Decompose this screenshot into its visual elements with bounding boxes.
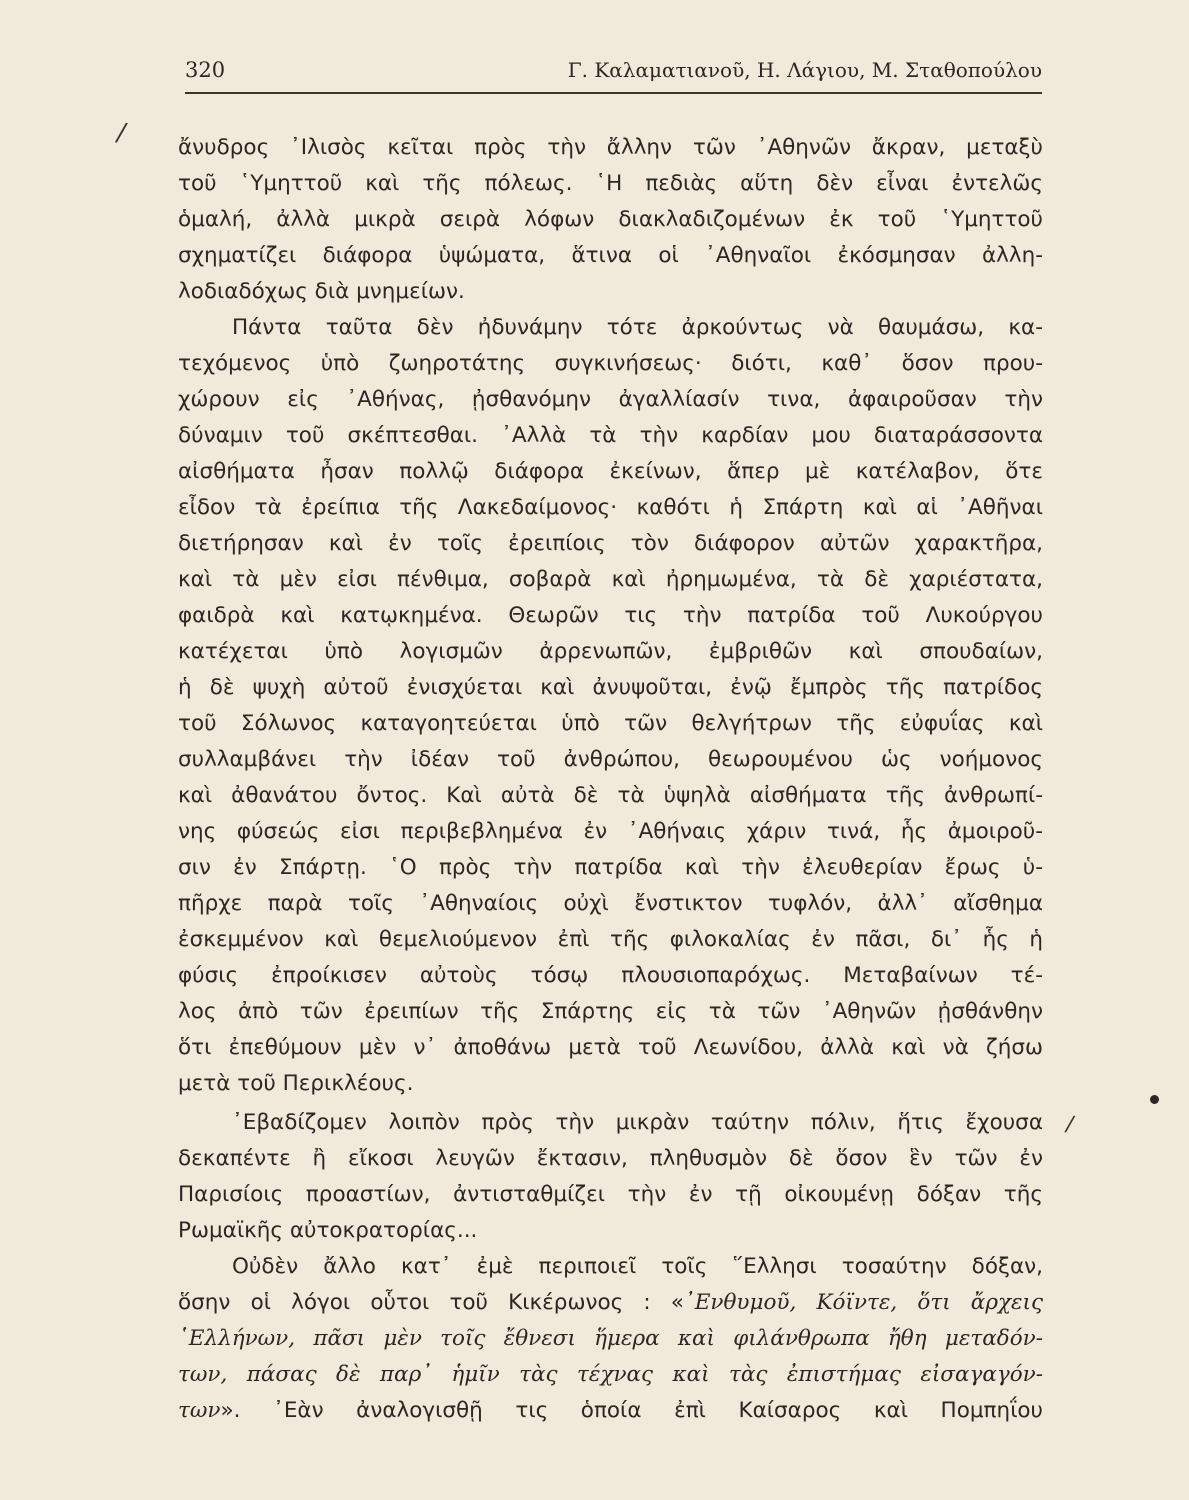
page-header [185,58,1042,94]
text-line: πῆρχε παρὰ τοῖς ᾿Αθηναίοις οὐχὶ ἔνστικτον τυφλόν, ἀλλ᾿ αἴσθημα [178,891,1043,916]
text-line: διετήρησαν καὶ ἐν τοῖς ἐρειπίοις τὸν διάφορον αὐτῶν χαρακτῆρα, [178,531,1043,556]
margin-mark-left: / [113,117,129,149]
running-head: Γ. Καλαματιανοῦ, Η. Λάγιου, Μ. Σταθοπούλου [567,58,1042,82]
text-line: λοδιαδόχως διὰ μνημείων. [178,279,465,304]
text-line: χώρουν εἰς ᾿Αθήνας, ᾐσθανόμην ἀγαλλίασίν τινα, ἀφαιροῦσαν τὴν [178,387,1043,412]
text-line: σιν ἐν Σπάρτῃ. ῾Ο πρὸς τὴν πατρίδα καὶ τὴν ἐλευθερίαν ἔρως ὑ- [178,855,1043,880]
text-line: κατέχεται ὑπὸ λογισμῶν ἀρρενωπῶν, ἐμβριθῶν καὶ σπουδαίων, [178,639,1043,664]
text-line: Ρωμαϊκῆς αὐτοκρατορίας... [178,1218,478,1243]
text-line: ᾿Εβαδίζομεν λοιπὸν πρὸς τὴν μικρὰν ταύτην πόλιν, ἥτις ἔχουσα [232,1110,1043,1135]
quote-line: των, πάσας δὲ παρ᾿ ἡμῖν τὰς τέχνας καὶ τὰς ἐπιστήμας εἰσαγαγόν- [178,1362,1043,1387]
text-line: ὅτι ἐπεθύμουν μὲν ν᾿ ἀποθάνω μετὰ τοῦ Λεωνίδου, ἀλλὰ καὶ νὰ ζήσω [178,1035,1043,1060]
text-line: συλλαμβάνει τὴν ἰδέαν τοῦ ἀνθρώπου, θεωρουμένου ὡς νοήμονος [178,747,1043,772]
text-line: αἰσθήματα ἦσαν πολλῷ διάφορα ἐκείνων, ἅπερ μὲ κατέλαβον, ὅτε [178,459,1043,484]
text-line: νης φύσεώς εἰσι περιβεβλημένα ἐν ᾿Αθήναις χάριν τινά, ἧς ἀμοιροῦ- [178,819,1043,844]
quote-line [178,1393,1043,1429]
text-line: ἐσκεμμένον καὶ θεμελιούμενον ἐπὶ τῆς φιλοκαλίας ἐν πᾶσι, δι᾿ ἧς ἡ [178,927,1043,952]
quote-line [178,1285,1043,1321]
text-line: καὶ ἀθανάτου ὄντος. Καὶ αὐτὰ δὲ τὰ ὑψηλὰ αἰσθήματα τῆς ἀνθρωπί- [178,783,1043,808]
text-line: ἄνυδρος ᾿Ιλισὸς κεῖται πρὸς τὴν ἄλλην τῶν ᾿Αθηνῶν ἄκραν, μεταξὺ [178,135,1043,160]
text-line: μετὰ τοῦ Περικλέους. [178,1071,414,1096]
quote-italic: ᾿Ενθυμοῦ, Κόϊντε, ὅτι ἄρχεις [683,1290,1043,1315]
text-line: τοῦ Σόλωνος καταγοητεύεται ὑπὸ τῶν θελγήτρων τῆς εὐφυΐας καὶ [178,711,1043,736]
margin-dot [1150,1095,1159,1104]
body-text [178,130,1043,1429]
text-line: Παρισίοις προαστίων, ἀντισταθμίζει τὴν ἐν τῇ οἰκουμένῃ δόξαν τῆς [178,1182,1043,1207]
margin-mark-right: / [1063,1111,1076,1138]
text-line: φαιδρὰ καὶ κατῳκημένα. Θεωρῶν τις τὴν πατρίδα τοῦ Λυκούργου [178,603,1043,628]
quote-intro: ὅσην οἱ λόγοι οὗτοι τοῦ Κικέρωνος : « [178,1290,684,1315]
text-line: δεκαπέντε ἢ εἴκοσι λευγῶν ἔκτασιν, πληθυσμὸν δὲ ὅσον ἓν τῶν ἐν [178,1146,1043,1171]
text-line: Οὐδὲν ἄλλο κατ᾿ ἐμὲ περιποιεῖ τοῖς ῞Ελλησι τοσαύτην δόξαν, [232,1254,1043,1279]
text-line: φύσις ἐπροίκισεν αὐτοὺς τόσῳ πλουσιοπαρόχως. Μεταβαίνων τέ- [178,963,1043,988]
quote-outro: ». ᾿Εὰν ἀναλογισθῇ τις ὁποία ἐπὶ Καίσαρος καὶ Πομπηΐου [220,1398,1043,1423]
quote-line: ῾Ελλήνων, πᾶσι μὲν τοῖς ἔθνεσι ἥμερα καὶ φιλάνθρωπα ἤθη μεταδόν- [178,1326,1043,1351]
text-line: λος ἀπὸ τῶν ἐρειπίων τῆς Σπάρτης εἰς τὰ τῶν ᾿Αθηνῶν ᾐσθάνθην [178,999,1043,1024]
text-line: ἡ δὲ ψυχὴ αὐτοῦ ἐνισχύεται καὶ ἀνυψοῦται, ἐνῷ ἔμπρὸς τῆς πατρίδος [178,675,1043,700]
text-line: ὁμαλή, ἀλλὰ μικρὰ σειρὰ λόφων διακλαδιζομένων ἐκ τοῦ ῾Υμηττοῦ [178,207,1043,232]
text-line: εἶδον τὰ ἐρείπια τῆς Λακεδαίμονος· καθότι ἡ Σπάρτη καὶ αἱ ᾿Αθῆναι [178,495,1043,520]
text-line: δύναμιν τοῦ σκέπτεσθαι. ᾿Αλλὰ τὰ τὴν καρδίαν μου διαταράσσοντα [178,423,1043,448]
text-line: τεχόμενος ὑπὸ ζωηροτάτης συγκινήσεως· διότι, καθ᾿ ὅσον πρου- [178,351,1043,376]
text-line: τοῦ ῾Υμηττοῦ καὶ τῆς πόλεως. ῾Η πεδιὰς αὕτη δὲν εἶναι ἐντελῶς [178,171,1043,196]
text-line: σχηματίζει διάφορα ὑψώματα, ἅτινα οἱ ᾿Αθηναῖοι ἐκόσμησαν ἀλλη- [178,243,1043,268]
text-line: καὶ τὰ μὲν εἰσι πένθιμα, σοβαρὰ καὶ ἠρημωμένα, τὰ δὲ χαριέστατα, [178,567,1043,592]
page-number: 320 [185,58,226,82]
text-line: Πάντα ταῦτα δὲν ἠδυνάμην τότε ἀρκούντως νὰ θαυμάσω, κα- [232,315,1043,340]
quote-italic: των [178,1398,221,1423]
